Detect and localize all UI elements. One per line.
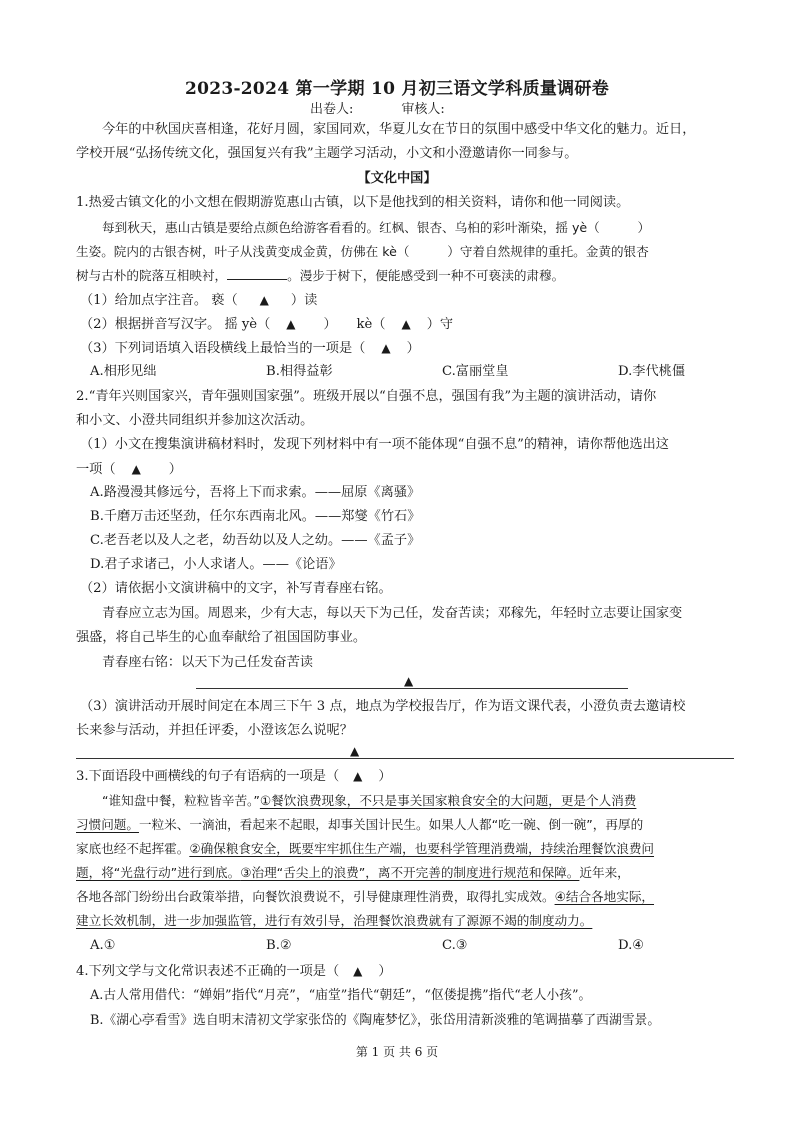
q3-quote: “谁知盘中餐，粒粒皆辛苦。” [102, 793, 260, 808]
exam-title: 2023-2024 第一学期 10 月初三语文学科质量调研卷 [184, 79, 610, 99]
q1-choice-a[interactable]: A.相形见绌 [90, 364, 157, 379]
q3-sentence-4-end: 建立长效机制，进一步加强监管，进行有效引导，治理餐饮浪费就有了源源不竭的制度动力。 [76, 913, 593, 928]
q3-passage-line-2 [76, 816, 738, 834]
q2-speech-line-1: 青春应立志为国。周恩来，少有大志，每以天下为己任，发奋苦读；邓稼先，年轻时立志要让国家变 [102, 606, 683, 621]
intro-line-2: 学校开展“弘扬传统文化，强国复兴有我”主题学习活动，小文和小澄邀请你一同参与。 [76, 146, 578, 161]
section-title: 【文化中国】 [357, 171, 437, 186]
q1-sub2-mid: ） kè（ [323, 317, 386, 332]
q1-sub3 [80, 339, 738, 358]
q2-stem-2: 和小文、小澄共同组织并参加这次活动。 [76, 413, 314, 428]
q1-sub1-text: （1）给加点字注音。 亵（ [80, 293, 238, 308]
answer-marker[interactable]: ▲ [404, 674, 414, 688]
q3-sentence-2-end: 题，将“光盘行动”进行到底。 [76, 865, 241, 880]
q1-sub3-text: （3）下列词语填入语段横线上最恰当的一项是（ [80, 341, 366, 356]
q3-choice-d[interactable]: D.④ [618, 938, 645, 953]
q3-sentence-3: ③治理“舌尖上的浪费”，离不开完善的制度进行规范和保障。 [240, 865, 580, 880]
q3-choice-c[interactable]: C.③ [442, 938, 468, 953]
q1-passage-line-3 [76, 267, 738, 285]
q3-sentence-1: ①餐饮浪费现象，不只是事关国家粮食安全的大问题，更是个人消费 [259, 793, 637, 808]
q1-sub2-end: ）守 [426, 317, 454, 332]
q1-choice-c[interactable]: C.富丽堂皇 [442, 364, 509, 379]
q2-option-a[interactable]: A.路漫漫其修远兮，吾将上下而求索。——屈原《离骚》 [90, 485, 421, 500]
q1-sub2-text: （2）根据拼音写汉字。 摇 yè（ [80, 317, 271, 332]
author-label: 出卷人: [310, 102, 354, 117]
answer-line[interactable] [196, 688, 628, 689]
answer-marker[interactable]: ▲ [131, 462, 141, 476]
q3-choice-a[interactable]: A.① [90, 938, 116, 953]
q2-sub1-line-1: （1）小文在搜集演讲稿材料时，发现下列材料中有一项不能体现“自强不息”的精神，请你帮他选出这 [80, 437, 669, 452]
q1-sub1 [80, 291, 738, 310]
q4-option-b[interactable]: B.《湖心亭看雪》选自明末清初文学家张岱的《陶庵梦忆》，张岱用清新淡雅的笔调描摹了西湖雪景。 [90, 1013, 661, 1028]
q1-stem: 1.热爱古镇文化的小文想在假期游览惠山古镇，以下是他找到的相关资料，请你和他一同阅读。 [76, 195, 630, 210]
q2-speech-line-2: 强盛，将自己毕生的心血奉献给了祖国国防事业。 [76, 630, 367, 645]
q3-choice-b[interactable]: B.② [266, 938, 292, 953]
q1-choice-b[interactable]: B.相得益彰 [266, 364, 333, 379]
q1-sub2 [80, 315, 738, 334]
q1-blank[interactable] [227, 267, 287, 280]
q2-sub3-line-2: 长来参与活动，并担任评委，小澄该怎么说呢？ [76, 723, 353, 738]
answer-marker[interactable]: ▲ [353, 964, 363, 978]
q3-sentence-2: ②确保粮食安全，既要牢牢抓住生产端，也要科学管理消费端，持续治理餐饮浪费问 [189, 841, 655, 856]
q3-passage-line-1 [102, 792, 738, 810]
q1-choices [90, 363, 738, 381]
reviewer-label: 审核人: [401, 102, 445, 117]
author-line [310, 98, 445, 117]
q3-text: 近年来， [579, 865, 630, 880]
q3-sentence-4: ④结合各地实际， [554, 889, 655, 904]
q2-sub2: （2）请依据小文演讲稿中的文字，补写青春座右铭。 [80, 581, 392, 596]
q3-text: 各地各部门纷纷出台政策举措，向餐饮浪费说不，引导健康理性消费，取得扎实成效。 [76, 889, 555, 904]
q2-option-d[interactable]: D.君子求诸己，小人求诸人。——《论语》 [90, 557, 342, 572]
intro-line-1: 今年的中秋国庆喜相逢，花好月圆，家国同欢，华夏儿女在节日的氛围中感受中华文化的魅力。近日， [102, 122, 696, 137]
answer-marker[interactable]: ▲ [401, 317, 411, 331]
q4-stem-text: 4.下列文学与文化常识表述不正确的一项是（ [76, 964, 340, 979]
q2-sub1-line-2 [76, 460, 738, 479]
q2-sub1-text: 一项（ [76, 462, 116, 477]
answer-marker[interactable]: ▲ [350, 744, 360, 758]
q1-choice-d[interactable]: D.李代桃僵 [618, 364, 686, 379]
answer-line[interactable] [76, 758, 734, 759]
q3-text: 一粒米、一滴油，看起来不起眼，却事关国计民生。如果人人都“吃一碗、倒一碗”，再厚的 [138, 817, 644, 832]
q3-passage-line-3 [76, 840, 738, 858]
answer-marker[interactable]: ▲ [381, 341, 391, 355]
q1-passage-line-2: 生姿。院内的古银杏树，叶子从浅黄变成金黄，仿佛在 kè（ ）守着自然规律的重托。金黄的银杏 [76, 244, 649, 259]
page-footer: 第 1 页 共 6 页 [355, 1045, 439, 1059]
q4-stem [76, 962, 738, 981]
q3-sentence-1-end: 习惯问题。 [76, 817, 139, 832]
q4-stem-end: ） [378, 964, 392, 979]
q3-stem-end: ） [378, 769, 392, 784]
q2-stem-1: 2.“青年兴则国家兴，青年强则国家强”。班级开展以“自强不息，强国有我”为主题的演讲活动，请你 [76, 389, 657, 404]
answer-marker[interactable]: ▲ [353, 769, 363, 783]
q3-passage-line-4 [76, 864, 738, 882]
q3-passage-line-6 [76, 912, 738, 930]
q2-sub3-line-1: （3）演讲活动开展时间定在本周三下午 3 点，地点为学校报告厅，作为语文课代表，小澄负责去邀请校 [80, 699, 686, 714]
q3-passage-line-5 [76, 888, 738, 906]
q4-option-a[interactable]: A.古人常用借代：“婵娟”指代“月亮”，“庙堂”指代“朝廷”，“伛偻提携”指代“老人小孩”。 [90, 988, 592, 1003]
q2-sub1-end: ） [168, 462, 182, 477]
answer-marker[interactable]: ▲ [259, 293, 269, 307]
q2-option-b[interactable]: B.千磨万击还坚劲，任尔东西南北风。——郑燮《竹石》 [90, 509, 421, 524]
q1-sub3-end: ） [406, 341, 420, 356]
answer-marker[interactable]: ▲ [286, 317, 296, 331]
q3-choices [90, 937, 738, 955]
q1-passage-3b: 。漫步于树下，便能感受到一种不可亵渎的肃穆。 [287, 268, 565, 283]
q2-motto: 青春座右铭：以天下为己任发奋苦读 [102, 655, 313, 670]
q3-stem [76, 767, 738, 786]
q1-sub1-end: ）读 [290, 293, 318, 308]
q1-passage-3a: 树与古朴的院落互相映衬， [76, 268, 228, 283]
q3-stem-text: 3.下面语段中画横线的句子有语病的一项是（ [76, 769, 340, 784]
q2-option-c[interactable]: C.老吾老以及人之老，幼吾幼以及人之幼。——《孟子》 [90, 533, 421, 548]
q3-text: 家底也经不起挥霍。 [76, 841, 190, 856]
q1-passage-line-1: 每到秋天，惠山古镇是要给点颜色给游客看看的。红枫、银杏、乌桕的彩叶渐染，摇 yè（ ） [102, 220, 651, 235]
